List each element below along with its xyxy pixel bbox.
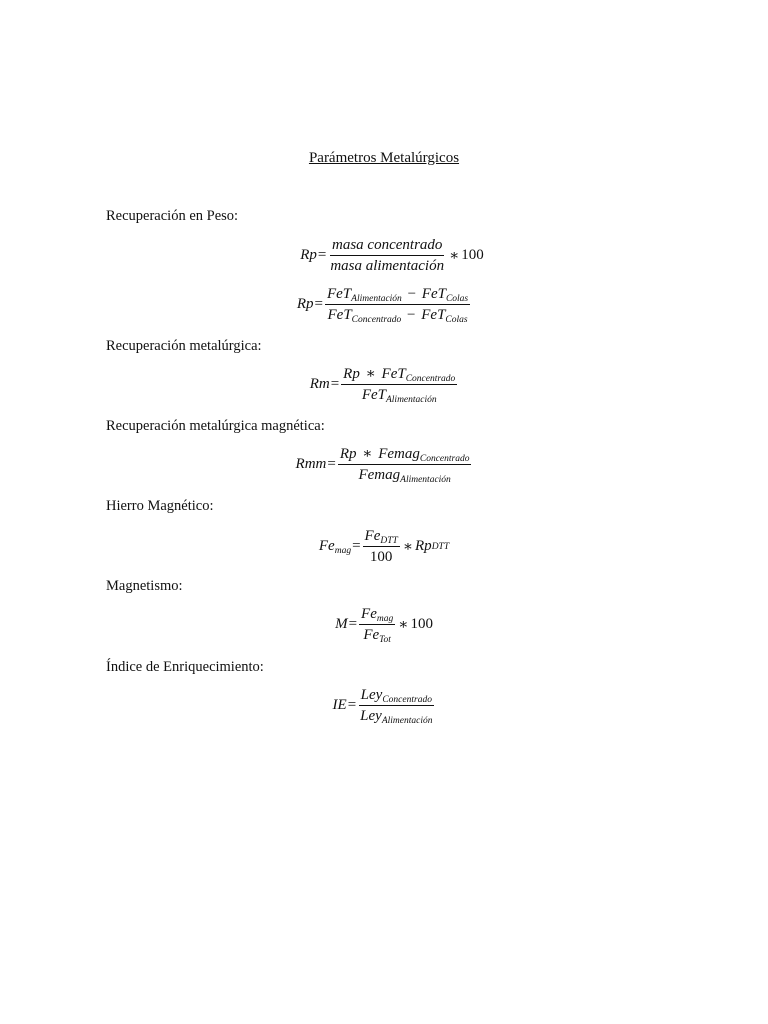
multiply-sign: ∗ (449, 248, 460, 264)
equals-sign: = (352, 538, 361, 554)
formula-fe-mag: $Fe_{mag}$ = $\frac{Fe_{DTT}}{100}$ ∗ Rp DTT (318, 528, 450, 565)
fraction-denominator: masa alimentación (330, 258, 445, 274)
subscript: Concentrado (419, 454, 470, 464)
fraction-numerator (359, 605, 395, 625)
subscript: Alimentación (400, 475, 451, 485)
fraction-denominator (358, 706, 434, 725)
equals-sign: = (348, 616, 358, 632)
fraction (338, 445, 472, 484)
multiplier-value: 100 (461, 247, 484, 263)
equals-sign: = (327, 456, 336, 472)
formula-rm (0, 365, 768, 404)
term: Femag (378, 446, 420, 462)
subscript: Alimentación (381, 716, 433, 726)
subscript: Concentrado (382, 695, 432, 705)
term: Rp (415, 538, 432, 554)
fraction-denominator: 100 (369, 549, 393, 565)
term: FeT (326, 286, 352, 302)
minus-sign: − (407, 307, 416, 323)
equals-sign: = (317, 247, 327, 263)
term: Fe (361, 606, 377, 622)
fraction-denominator (326, 305, 470, 324)
fraction (358, 686, 434, 725)
section-label-magnetismo: Magnetismo: (106, 578, 183, 594)
subscript: Colas (445, 315, 468, 325)
subscript: Concentrado (405, 374, 456, 384)
term: Rp (343, 366, 360, 382)
equals-sign: = (347, 697, 357, 713)
formula-rp-fet (0, 285, 768, 324)
fraction-numerator (359, 686, 434, 706)
formula-magnetismo (0, 605, 768, 644)
fraction-denominator (360, 385, 439, 404)
formula-rmm (0, 445, 768, 484)
subscript: Tot (379, 635, 391, 645)
formula-lhs: Rp (300, 247, 317, 263)
section-label-recuperacion-metalurgica: Recuperación metalúrgica: (106, 338, 262, 354)
formula-lhs: Rp (296, 296, 314, 312)
subscript: mag (376, 614, 394, 624)
section-label-indice-enriquecimiento: Índice de Enriquecimiento: (106, 659, 264, 675)
term: Ley (360, 687, 383, 703)
equals-sign: = (330, 376, 340, 392)
term: FeT (421, 286, 446, 302)
fraction (328, 236, 446, 275)
multiply-sign: ∗ (362, 446, 373, 462)
fraction-numerator (325, 285, 470, 305)
formula-ie (0, 686, 768, 725)
subscript: Concentrado (351, 315, 402, 325)
subscript: Colas (445, 294, 469, 304)
term: Fe (363, 627, 380, 643)
term: FeT (381, 366, 406, 382)
fraction-denominator (356, 465, 452, 484)
term: Fe (318, 538, 335, 554)
term: FeT (327, 307, 352, 323)
fraction-numerator: masa concentrado (330, 236, 444, 256)
term: FeT (421, 307, 446, 323)
subscript: mag (334, 546, 352, 556)
fraction-numerator (341, 365, 457, 385)
formula-rp-masa (0, 236, 768, 275)
section-label-hierro-magnetico: Hierro Magnético: (106, 498, 214, 514)
term: Fe (364, 528, 381, 544)
fraction (363, 527, 400, 566)
equals-sign: = (314, 296, 323, 312)
fraction-denominator (361, 625, 393, 644)
subscript: Alimentación (351, 294, 402, 304)
section-label-recuperacion-peso: Recuperación en Peso: (106, 208, 239, 224)
minus-sign: − (407, 286, 417, 302)
formula-lhs: Rmm (295, 456, 327, 472)
subscript: Alimentación (385, 395, 437, 405)
fraction-numerator (363, 527, 400, 547)
formula-lhs (319, 538, 351, 555)
term: Rp (339, 446, 357, 462)
term: FeT (361, 387, 386, 403)
term: Ley (360, 708, 382, 724)
fraction (325, 285, 470, 324)
subscript: DTT (380, 536, 398, 546)
term: Femag (358, 467, 401, 483)
formula-lhs: IE (332, 697, 347, 713)
multiply-sign: ∗ (365, 366, 376, 382)
formula-lhs: Rm (309, 376, 330, 392)
fraction-numerator (338, 445, 472, 465)
multiply-sign: ∗ (402, 539, 414, 555)
fraction (359, 605, 395, 644)
multiply-sign: ∗ (398, 617, 409, 633)
page-title: Parámetros Metalúrgicos (308, 150, 460, 166)
section-label-recuperacion-magnetica: Recuperación metalúrgica magnética: (106, 418, 325, 434)
fraction (341, 365, 457, 404)
formula-lhs: M (335, 616, 348, 632)
multiplier-value: 100 (410, 616, 433, 632)
